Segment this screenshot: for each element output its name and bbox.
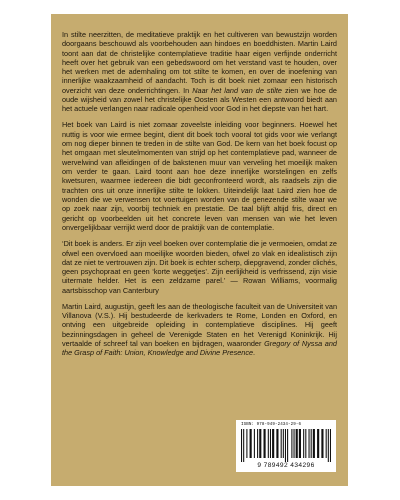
- intro-text: In stilte neerzitten, de meditatieve praktijk en het cultiveren van bewustzijn worden doorgaans beschouwd als voorbehouden aan hindoes en boeddhisten. Martin Laird toont aan dat de christelijke contemplatieve traditie haar eigen verfijnde onderricht heeft over het gebruik van een gebedswoord om het verstand vast te houden, over het werken met de ademhaling om tot stilte te komen, en over de inoefening van innerlijke waakzaamheid of aandacht. Toch is dit boek niet zomaar een historisch overzicht van deze onderrichtingen. In: [62, 30, 337, 95]
- author-bio-end: .: [253, 348, 256, 358]
- back-cover: [51, 14, 348, 486]
- intro-text-end: zien we hoe de oude wijsheid van zowel het christelijke Oosten als Westen een antwoord biedt aan het actuele verlangen naar radicale openheid voor God in het diepste van het hart.: [62, 85, 337, 113]
- author-bio: [62, 302, 337, 358]
- description-paragraph: Het boek van Laird is niet zomaar zoveelste inleiding voor beginners. Hoewel het nuttig is voor wie ermee begint, dient dit boek toch vooral tot gids voor wie verlangt om nog dieper binnen te treden in de stilte van God. De kern van het boek focust op het omgaan met sleutelmomenten van strijd op het contemplatieve pad, wanneer de wervelwind van afleidingen of de bakstenen muur van verveling het moeilijk maken om verder te gaan. Laird toont aan hoe deze innerlijke worstelingen en zelfs kwetsuren, waarmee iedereen die bidt geconfronteerd wordt, als raadsels zijn die trachten ons uit onze innerlijke stilte te lokken. Uiteindelijk laat Laird zien hoe de wonden die we verwensen tot voertuigen worden van de genezende stilte waar we op zoek naar zijn, voorbij techniek en prestatie. De taal blijft altijd fris, direct en gericht op voorbeelden uit het concrete leven van mensen van wie het leven onvergelijkbaar verrijkt werd door de praktijk van de contemplatie.: [62, 120, 337, 233]
- author-bio-text: Martin Laird, augustijn, geeft les aan de theologische faculteit van de Universiteit van Villanova (V.S.). Hij bestudeerde de kerkvaders te Rome, Londen en Oxford, en ontving een uitgebreide opleiding in contemplatieve disciplines. Hij geeft bezinningsdagen in geheel de Verenigde Staten en het Verenigd Koninkrijk. Hij vertaalde of schreef tal van boeken en bijdragen, waaronder: [62, 301, 337, 348]
- book-title-inline: Naar het land van de stilte: [192, 85, 282, 95]
- other-book-title: Gregory of Nyssa and the Grasp of Faith: Union, Knowledge and Divine Presence: [62, 338, 337, 358]
- barcode-label: [236, 420, 336, 472]
- barcode-icon: [241, 429, 331, 462]
- intro-paragraph: [62, 30, 337, 113]
- ean-digits: 9 789492 434296: [257, 462, 315, 469]
- endorsement-quote: ‘Dit boek is anders. Er zijn veel boeken over contemplatie die je vermoeien, omdat ze ofwel een overvloed aan moeilijke woorden bieden, ofwel zo vlak en idealistisch zijn dat ze niet te vertrouwen zijn. Dit boek is echter scherp, diepgravend, zonder clichés, geen psychopraat en geen ‘korte weggetjes’. Zijn eerlijkheid is verfrissend, zijn visie uitermate helder. Het is een zeldzame parel.’ — Rowan Williams, voormalig aartsbisschop van Canterbury: [62, 239, 337, 295]
- isbn-number: ISBN: 978-949-2434-29-6: [241, 423, 302, 427]
